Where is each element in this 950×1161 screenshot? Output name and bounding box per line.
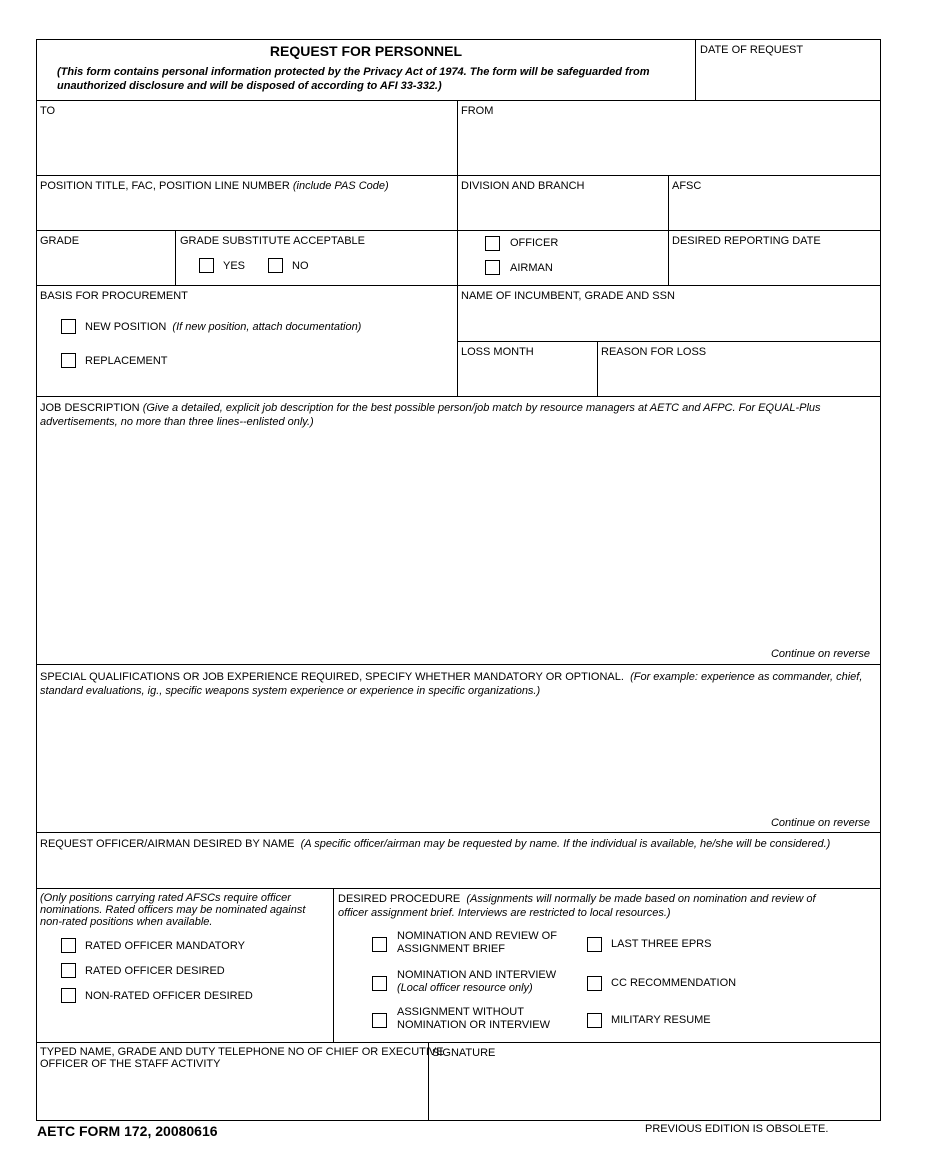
- rule: [597, 341, 598, 397]
- last-three-eprs-checkbox[interactable]: [587, 937, 602, 952]
- division-branch-field[interactable]: [459, 195, 666, 228]
- loss-month-label: LOSS MONTH: [461, 346, 534, 358]
- military-resume-label: MILITARY RESUME: [611, 1014, 711, 1026]
- procedure-note-line1: (Assignments will normally be made based on nomination and review of: [466, 893, 816, 905]
- rule: [36, 664, 881, 665]
- rule: [175, 230, 176, 286]
- typed-name-field[interactable]: [38, 1074, 426, 1118]
- division-branch-label: DIVISION AND BRANCH: [461, 180, 585, 192]
- to-label: TO: [40, 105, 56, 117]
- to-field[interactable]: [38, 120, 455, 173]
- procedure-note-line2: officer assignment brief. Interviews are restricted to local resources.): [338, 907, 671, 919]
- no-label: NO: [292, 260, 309, 272]
- form-title: REQUEST FOR PERSONNEL: [269, 43, 463, 59]
- request-by-name-text: REQUEST OFFICER/AIRMAN DESIRED BY NAME: [40, 838, 295, 850]
- assignment-without-line1: ASSIGNMENT WITHOUT: [397, 1006, 524, 1018]
- loss-month-field[interactable]: [459, 361, 595, 394]
- privacy-notice-line2: unauthorized disclosure and will be disposed of according to AFI 33-332.): [57, 80, 442, 92]
- rule: [36, 230, 881, 231]
- nomination-review-line1: NOMINATION AND REVIEW OF: [397, 930, 557, 942]
- job-description-note-line1: (Give a detailed, explicit job description for the best possible person/job match by resource managers at AETC and AFPC. For EQUAL-Plus: [142, 402, 821, 414]
- signature-field[interactable]: [430, 1062, 879, 1118]
- yes-checkbox[interactable]: [199, 258, 214, 273]
- airman-checkbox[interactable]: [485, 260, 500, 275]
- position-title-label: [40, 180, 389, 193]
- reporting-date-label: DESIRED REPORTING DATE: [672, 235, 821, 247]
- rule: [457, 341, 881, 342]
- military-resume-checkbox[interactable]: [587, 1013, 602, 1028]
- position-title-note: (include PAS Code): [292, 180, 389, 192]
- new-position-label: [85, 321, 361, 334]
- rule: [36, 285, 881, 286]
- date-of-request-label: DATE OF REQUEST: [700, 44, 804, 56]
- basis-label: BASIS FOR PROCUREMENT: [40, 290, 188, 302]
- grade-field[interactable]: [38, 250, 173, 283]
- rule: [36, 888, 881, 889]
- nomination-review-checkbox[interactable]: [372, 937, 387, 952]
- procedure-text: DESIRED PROCEDURE: [338, 893, 461, 905]
- cc-recommendation-checkbox[interactable]: [587, 976, 602, 991]
- rule: [333, 888, 334, 1043]
- yes-label: YES: [223, 260, 246, 272]
- rated-mandatory-label: RATED OFFICER MANDATORY: [85, 940, 245, 952]
- nomination-interview-checkbox[interactable]: [372, 976, 387, 991]
- position-title-field[interactable]: [38, 195, 455, 228]
- from-label: FROM: [461, 105, 494, 117]
- rule: [457, 100, 458, 397]
- incumbent-label: NAME OF INCUMBENT, GRADE AND SSN: [461, 290, 675, 302]
- rule: [36, 175, 881, 176]
- reason-for-loss-label: REASON FOR LOSS: [601, 346, 707, 358]
- date-of-request-field[interactable]: [697, 58, 879, 98]
- rule: [36, 832, 881, 833]
- job-description-text: JOB DESCRIPTION: [40, 402, 140, 414]
- last-three-eprs-label: LAST THREE EPRS: [611, 938, 712, 950]
- rule: [36, 1042, 881, 1043]
- new-position-note: (If new position, attach documentation): [172, 321, 362, 333]
- rule: [668, 175, 669, 286]
- job-description-field[interactable]: [38, 432, 883, 646]
- grade-label: GRADE: [40, 235, 80, 247]
- privacy-notice-line1: (This form contains personal information protected by the Privacy Act of 1974. The form will be safeguarded from: [57, 66, 650, 78]
- position-title-text: POSITION TITLE, FAC, POSITION LINE NUMBER: [40, 180, 290, 192]
- non-rated-desired-checkbox[interactable]: [61, 988, 76, 1003]
- grade-substitute-label: GRADE SUBSTITUTE ACCEPTABLE: [180, 235, 366, 247]
- replacement-checkbox[interactable]: [61, 353, 76, 368]
- request-by-name-field[interactable]: [38, 854, 879, 886]
- airman-label: AIRMAN: [510, 262, 553, 274]
- rule: [36, 396, 881, 397]
- non-rated-desired-label: NON-RATED OFFICER DESIRED: [85, 990, 253, 1002]
- rule: [36, 100, 881, 101]
- no-checkbox[interactable]: [268, 258, 283, 273]
- rated-note-line1: (Only positions carrying rated AFSCs require officer: [40, 892, 291, 904]
- rated-mandatory-checkbox[interactable]: [61, 938, 76, 953]
- nomination-interview-line1: NOMINATION AND INTERVIEW: [397, 969, 557, 981]
- assignment-without-line2: NOMINATION OR INTERVIEW: [397, 1019, 550, 1031]
- officer-label: OFFICER: [510, 237, 559, 249]
- afsc-field[interactable]: [670, 195, 879, 228]
- rated-note-line2: nominations. Rated officers may be nominated against: [40, 904, 306, 916]
- special-qualifications-continue: Continue on reverse: [770, 817, 870, 829]
- procedure-label: [338, 893, 816, 906]
- from-field[interactable]: [459, 120, 879, 173]
- job-description-label: [40, 402, 821, 415]
- typed-name-line2: OFFICER OF THE STAFF ACTIVITY: [40, 1058, 221, 1070]
- obsolete-notice: PREVIOUS EDITION IS OBSOLETE.: [645, 1123, 829, 1135]
- rated-note-line3: non-rated positions when available.: [40, 916, 213, 928]
- new-position-checkbox[interactable]: [61, 319, 76, 334]
- special-qualifications-note-line1: (For example: experience as commander, chief,: [630, 671, 863, 683]
- reporting-date-field[interactable]: [670, 250, 879, 283]
- form-id: AETC FORM 172, 20080616: [37, 1123, 218, 1139]
- rated-desired-checkbox[interactable]: [61, 963, 76, 978]
- request-by-name-note: (A specific officer/airman may be requested by name. If the individual is available, he/she will be considered.): [300, 838, 831, 850]
- typed-name-line1: TYPED NAME, GRADE AND DUTY TELEPHONE NO OF CHIEF OR EXECUTIVE: [40, 1046, 444, 1058]
- rated-desired-label: RATED OFFICER DESIRED: [85, 965, 225, 977]
- special-qualifications-text: SPECIAL QUALIFICATIONS OR JOB EXPERIENCE REQUIRED, SPECIFY WHETHER MANDATORY OR OPTIONAL.: [40, 671, 624, 683]
- reason-for-loss-field[interactable]: [599, 361, 879, 394]
- job-description-note-line2: advertisements, no more than three lines--enlisted only.): [40, 416, 314, 428]
- replacement-label: REPLACEMENT: [85, 355, 168, 367]
- afsc-label: AFSC: [672, 180, 702, 192]
- assignment-without-checkbox[interactable]: [372, 1013, 387, 1028]
- signature-label: SIGNATURE: [432, 1047, 496, 1059]
- special-qualifications-label: [40, 671, 862, 684]
- incumbent-field[interactable]: [459, 305, 879, 339]
- nomination-review-line2: ASSIGNMENT BRIEF: [397, 943, 505, 955]
- request-by-name-label: [40, 838, 830, 851]
- special-qualifications-note-line2: standard evaluations, ig., specific weapons system experience or experience in specific organizations.): [40, 685, 541, 697]
- nomination-interview-line2: (Local officer resource only): [397, 982, 533, 994]
- special-qualifications-field[interactable]: [38, 700, 883, 814]
- cc-recommendation-label: CC RECOMMENDATION: [611, 977, 737, 989]
- job-description-continue: Continue on reverse: [770, 648, 870, 660]
- officer-checkbox[interactable]: [485, 236, 500, 251]
- new-position-text: NEW POSITION: [85, 321, 167, 333]
